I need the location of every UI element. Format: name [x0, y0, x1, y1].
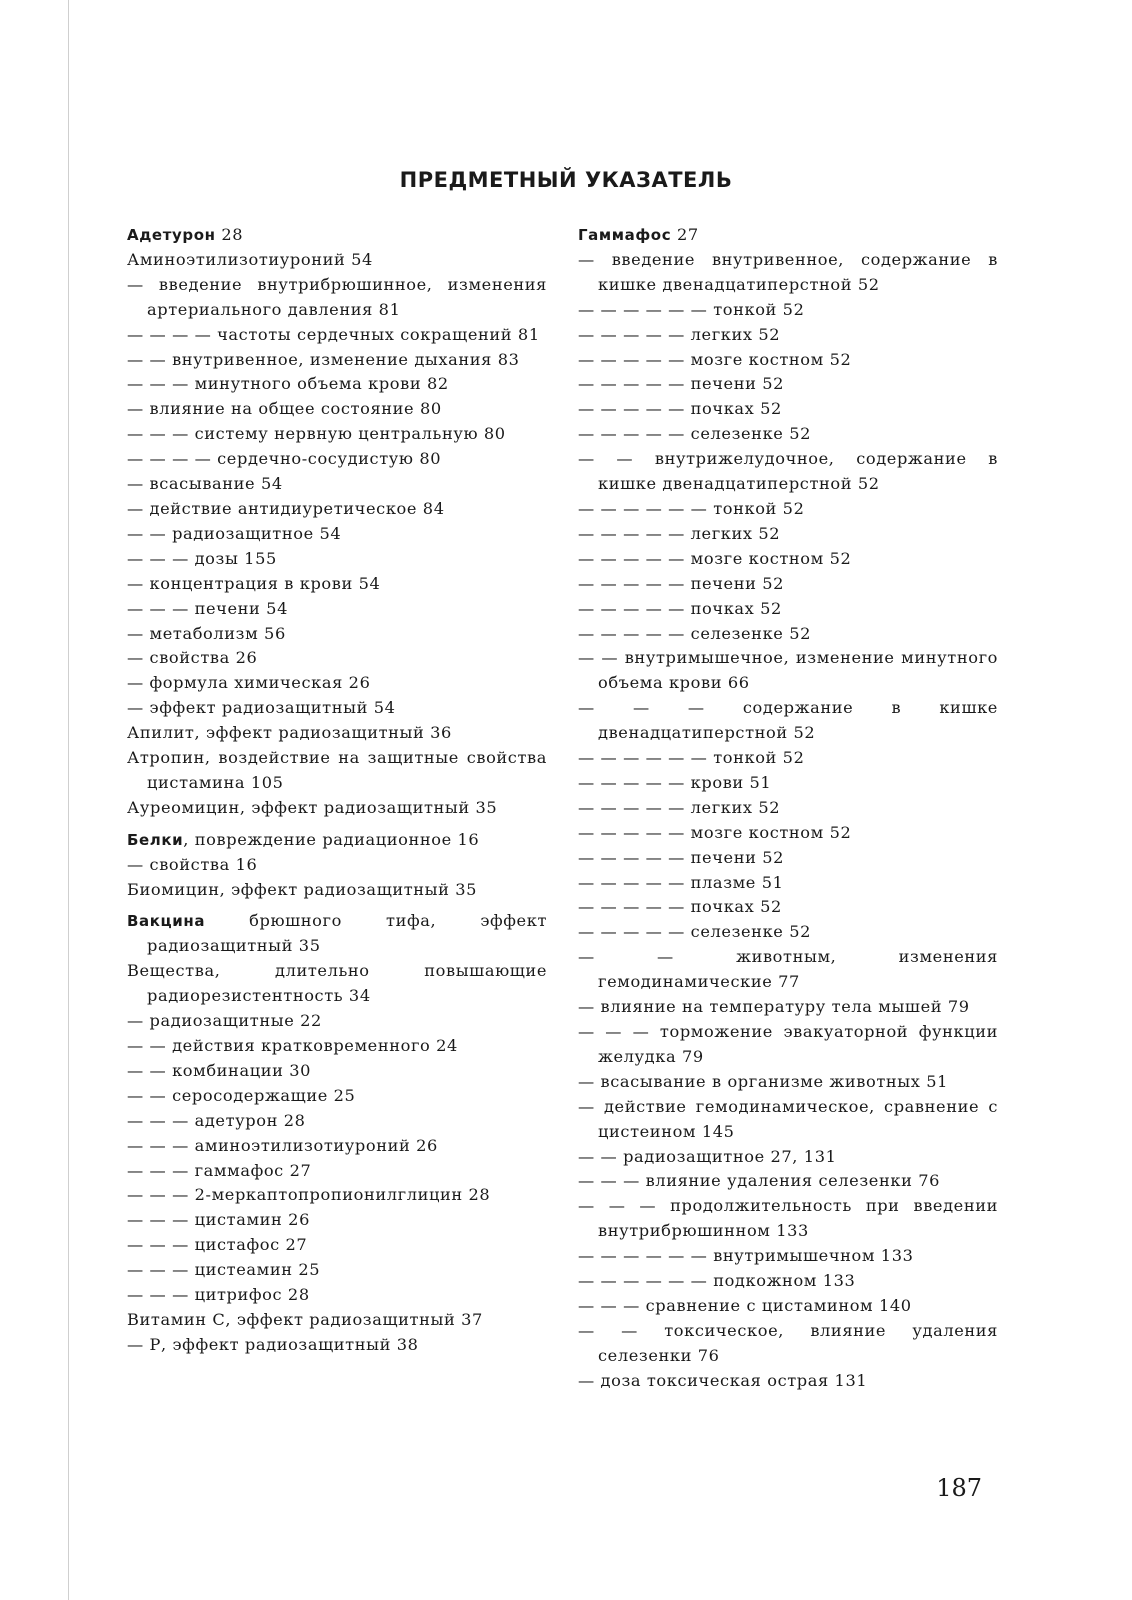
index-entry	[578, 397, 998, 422]
index-entry-text: — — — сравнение с цистамином 140	[578, 1295, 912, 1315]
index-entry	[578, 1095, 998, 1145]
index-entry	[127, 422, 547, 447]
index-entry	[127, 671, 547, 696]
index-entry-text: — — — адетурон 28	[127, 1110, 306, 1130]
index-entry-text: — — — печени 54	[127, 598, 288, 618]
index-entry	[127, 372, 547, 397]
index-entry	[127, 447, 547, 472]
index-entry	[127, 646, 547, 671]
index-entry-text: Аминоэтилизотиуроний 54	[127, 249, 373, 269]
index-entry	[127, 1333, 547, 1358]
index-entry-text: — — — цитрифос 28	[127, 1285, 310, 1305]
index-entry	[578, 696, 998, 746]
index-entry	[127, 497, 547, 522]
index-entry-text: — концентрация в крови 54	[127, 573, 381, 593]
index-entry	[578, 646, 998, 696]
index-entry	[578, 771, 998, 796]
index-entry	[127, 572, 547, 597]
index-entry-text: — — токсическое, влияние удаления селезенки 76	[578, 1320, 998, 1365]
index-entry-text: — — — — частоты сердечных сокращений 81	[127, 324, 540, 344]
index-entry-text: — — — минутного объема крови 82	[127, 374, 449, 394]
index-entry	[127, 1009, 547, 1034]
index-entry	[578, 945, 998, 995]
index-entry-text: — — — — — мозге костном 52	[578, 548, 852, 568]
index-entry-text: — — — цистамин 26	[127, 1210, 310, 1230]
index-entry-text: — — — — — крови 51	[578, 772, 772, 792]
index-entry	[578, 1194, 998, 1244]
index-entry	[578, 1294, 998, 1319]
index-entry-text: — — — — — мозге костном 52	[578, 349, 852, 369]
index-entry-text: — действие гемодинамическое, сравнение с цистеином 145	[578, 1096, 998, 1141]
index-entry	[578, 920, 998, 945]
index-entry	[127, 828, 547, 853]
index-entry-text: — — — содержание в кишке двенадцатиперстной 52	[578, 698, 998, 743]
index-entry-text: Апилит, эффект радиозащитный 36	[127, 723, 452, 743]
index-entry	[578, 597, 998, 622]
index-entry	[578, 572, 998, 597]
index-entry-text: — введение внутривенное, содержание в кишке двенадцатиперстной 52	[578, 249, 998, 294]
index-entry-text: Атропин, воздействие на защитные свойства цистамина 105	[127, 748, 547, 792]
index-entry-text: Вещества, длительно повышающие радиорезистентность 34	[127, 961, 547, 1006]
index-entry-text: — — — — — плазме 51	[578, 872, 784, 892]
index-entry	[127, 522, 547, 547]
index-entry-text: — — — цистеамин 25	[127, 1260, 321, 1280]
index-entry-text: — — — систему нервную центральную 80	[127, 424, 506, 444]
index-entry-text: — — — — — печени 52	[578, 374, 785, 394]
index-entry-text: — свойства 26	[127, 648, 258, 668]
index-entry	[578, 1169, 998, 1194]
index-entry	[127, 1308, 547, 1333]
index-entry	[578, 522, 998, 547]
index-entry-text: брюшного тифа, эффект радиозащитный 35	[147, 911, 547, 956]
index-entry-text: — — — — — легких 52	[578, 797, 781, 817]
index-entry	[127, 248, 547, 273]
index-entry	[578, 1145, 998, 1170]
index-entry	[127, 696, 547, 721]
index-entry	[578, 323, 998, 348]
index-entry-text: — — — — — мозге костном 52	[578, 822, 852, 842]
index-entry-text: — — — — — — внутримышечном 133	[578, 1246, 914, 1266]
index-entry	[127, 547, 547, 572]
index-entry	[127, 1159, 547, 1184]
index-entry	[127, 1183, 547, 1208]
index-entry	[127, 746, 547, 796]
index-entry	[127, 796, 547, 821]
index-entry	[127, 1084, 547, 1109]
index-entry-text: — — радиозащитное 27, 131	[578, 1146, 837, 1166]
index-entry	[127, 959, 547, 1009]
page-title: ПРЕДМЕТНЫЙ УКАЗАТЕЛЬ	[399, 168, 733, 192]
index-heading: Гаммафос	[578, 226, 672, 244]
index-entry-text: — — внутрижелудочное, содержание в кишке двенадцатиперстной 52	[578, 449, 998, 494]
index-entry-text: — — — влияние удаления селезенки 76	[578, 1171, 940, 1191]
index-entry	[127, 348, 547, 373]
index-entry	[127, 853, 547, 878]
index-entry-text: — — — 2-меркаптопропионилглицин 28	[127, 1185, 491, 1205]
index-entry-text: — влияние на температуру тела мышей 79	[578, 997, 970, 1017]
index-entry	[578, 846, 998, 871]
index-entry-text: — — — — — почках 52	[578, 897, 782, 917]
left-column	[127, 223, 547, 1358]
index-entry	[578, 422, 998, 447]
index-entry-text: — доза токсическая острая 131	[578, 1370, 868, 1390]
index-entry-text: — радиозащитные 22	[127, 1011, 322, 1031]
index-entry	[578, 547, 998, 572]
index-entry-text: — — — — — селезенке 52	[578, 424, 812, 444]
index-entry-text: — — серосодержащие 25	[127, 1085, 356, 1105]
index-entry	[578, 298, 998, 323]
index-entry-text: — — — — — — тонкой 52	[578, 748, 805, 768]
index-heading: Вакцина	[127, 912, 206, 931]
index-entry-text: — — — — — почках 52	[578, 399, 782, 419]
index-entry	[127, 1208, 547, 1233]
index-entry	[127, 1283, 547, 1308]
index-entry	[127, 1233, 547, 1258]
index-entry-text: — — радиозащитное 54	[127, 523, 342, 543]
page-number: 187	[936, 1474, 982, 1502]
index-entry-text: — — — — — селезенке 52	[578, 623, 812, 643]
index-entry-text: — — — гаммафос 27	[127, 1160, 312, 1180]
index-entry-text: , повреждение радиационное 16	[183, 829, 480, 849]
index-entry-text: Ауреомицин, эффект радиозащитный 35	[127, 797, 498, 817]
index-entry	[578, 995, 998, 1020]
index-entry-text: — — — цистафос 27	[127, 1235, 308, 1255]
index-entry-text: — — — — — селезенке 52	[578, 922, 812, 942]
index-entry	[578, 1070, 998, 1095]
index-entry-text: — — — — — легких 52	[578, 523, 781, 543]
index-entry-text: — — — — — — тонкой 52	[578, 299, 805, 319]
index-entry	[127, 597, 547, 622]
index-entry	[578, 1369, 998, 1394]
index-entry	[127, 622, 547, 647]
index-entry	[127, 397, 547, 422]
index-entry	[127, 1258, 547, 1283]
index-entry	[578, 871, 998, 896]
index-entry-text: — влияние на общее состояние 80	[127, 399, 442, 419]
index-entry-text: — — действия кратковременного 24	[127, 1036, 458, 1055]
index-entry	[578, 248, 998, 298]
index-heading: Белки	[127, 830, 184, 849]
index-entry	[127, 878, 547, 903]
index-entry	[578, 372, 998, 397]
index-entry	[578, 1244, 998, 1269]
index-entry	[578, 1020, 998, 1070]
index-entry	[578, 447, 998, 497]
index-entry-text: — — — продолжительность при введении внутрибрюшинном 133	[578, 1196, 998, 1241]
index-entry-text: Биомицин, эффект радиозащитный 35	[127, 879, 478, 899]
index-entry-text: — эффект радиозащитный 54	[127, 698, 396, 718]
index-entry-text: — — внутримышечное, изменение минутного объема крови 66	[578, 648, 998, 693]
index-entry	[578, 622, 998, 647]
index-entry	[127, 1134, 547, 1159]
index-entry-text: — — — — — печени 52	[578, 847, 785, 867]
index-entry-text: — формула химическая 26	[127, 673, 371, 693]
index-entry	[578, 895, 998, 920]
index-entry	[578, 348, 998, 373]
index-entry-text: 28	[215, 225, 244, 244]
index-entry-text: — — — — — печени 52	[578, 573, 785, 593]
index-entry-text: — — комбинации 30	[127, 1060, 312, 1080]
right-column	[578, 223, 998, 1394]
index-entry-text: — Р, эффект радиозащитный 38	[127, 1334, 419, 1354]
index-entry-text: — всасывание в организме животных 51	[578, 1071, 949, 1091]
index-entry	[127, 1059, 547, 1084]
index-entry	[127, 223, 547, 248]
index-entry-text: 27	[671, 225, 699, 244]
index-entry-text: — — — — — — тонкой 52	[578, 498, 805, 518]
index-entry	[127, 909, 547, 959]
index-entry	[127, 323, 547, 348]
index-entry-text: — — — торможение эвакуаторной функции желудка 79	[578, 1022, 998, 1066]
index-entry-text: — всасывание 54	[127, 474, 283, 494]
index-entry	[127, 273, 547, 323]
index-entry	[578, 1269, 998, 1294]
index-entry-text: — — животным, изменения гемодинамические 77	[578, 947, 998, 992]
index-entry-text: — свойства 16	[127, 854, 258, 874]
index-entry-text: Витамин С, эффект радиозащитный 37	[127, 1309, 483, 1329]
index-entry-text: — метаболизм 56	[127, 623, 286, 643]
index-entry	[578, 746, 998, 771]
index-entry	[578, 497, 998, 522]
index-entry-text: — — — — — — подкожном 133	[578, 1271, 856, 1291]
index-heading: Адетурон	[127, 226, 216, 244]
index-entry	[127, 1109, 547, 1134]
index-entry	[127, 721, 547, 746]
index-entry-text: — — — — — почках 52	[578, 598, 782, 618]
index-entry-text: — — внутривенное, изменение дыхания 83	[127, 349, 520, 369]
index-entry	[578, 821, 998, 846]
index-entry-text: — — — — — легких 52	[578, 324, 781, 344]
page-edge	[68, 0, 69, 1600]
index-entry	[578, 1319, 998, 1369]
index-entry	[578, 796, 998, 821]
index-entry	[578, 223, 998, 248]
index-entry-text: — — — — сердечно-сосудистую 80	[127, 449, 442, 469]
index-entry-text: — введение внутрибрюшинное, изменения артериального давления 81	[127, 274, 547, 319]
index-entry-text: — действие антидиуретическое 84	[127, 498, 445, 518]
index-entry	[127, 472, 547, 497]
index-entry	[127, 1034, 547, 1059]
index-entry-text: — — — аминоэтилизотиуроний 26	[127, 1135, 438, 1155]
index-entry-text: — — — дозы 155	[127, 548, 277, 568]
